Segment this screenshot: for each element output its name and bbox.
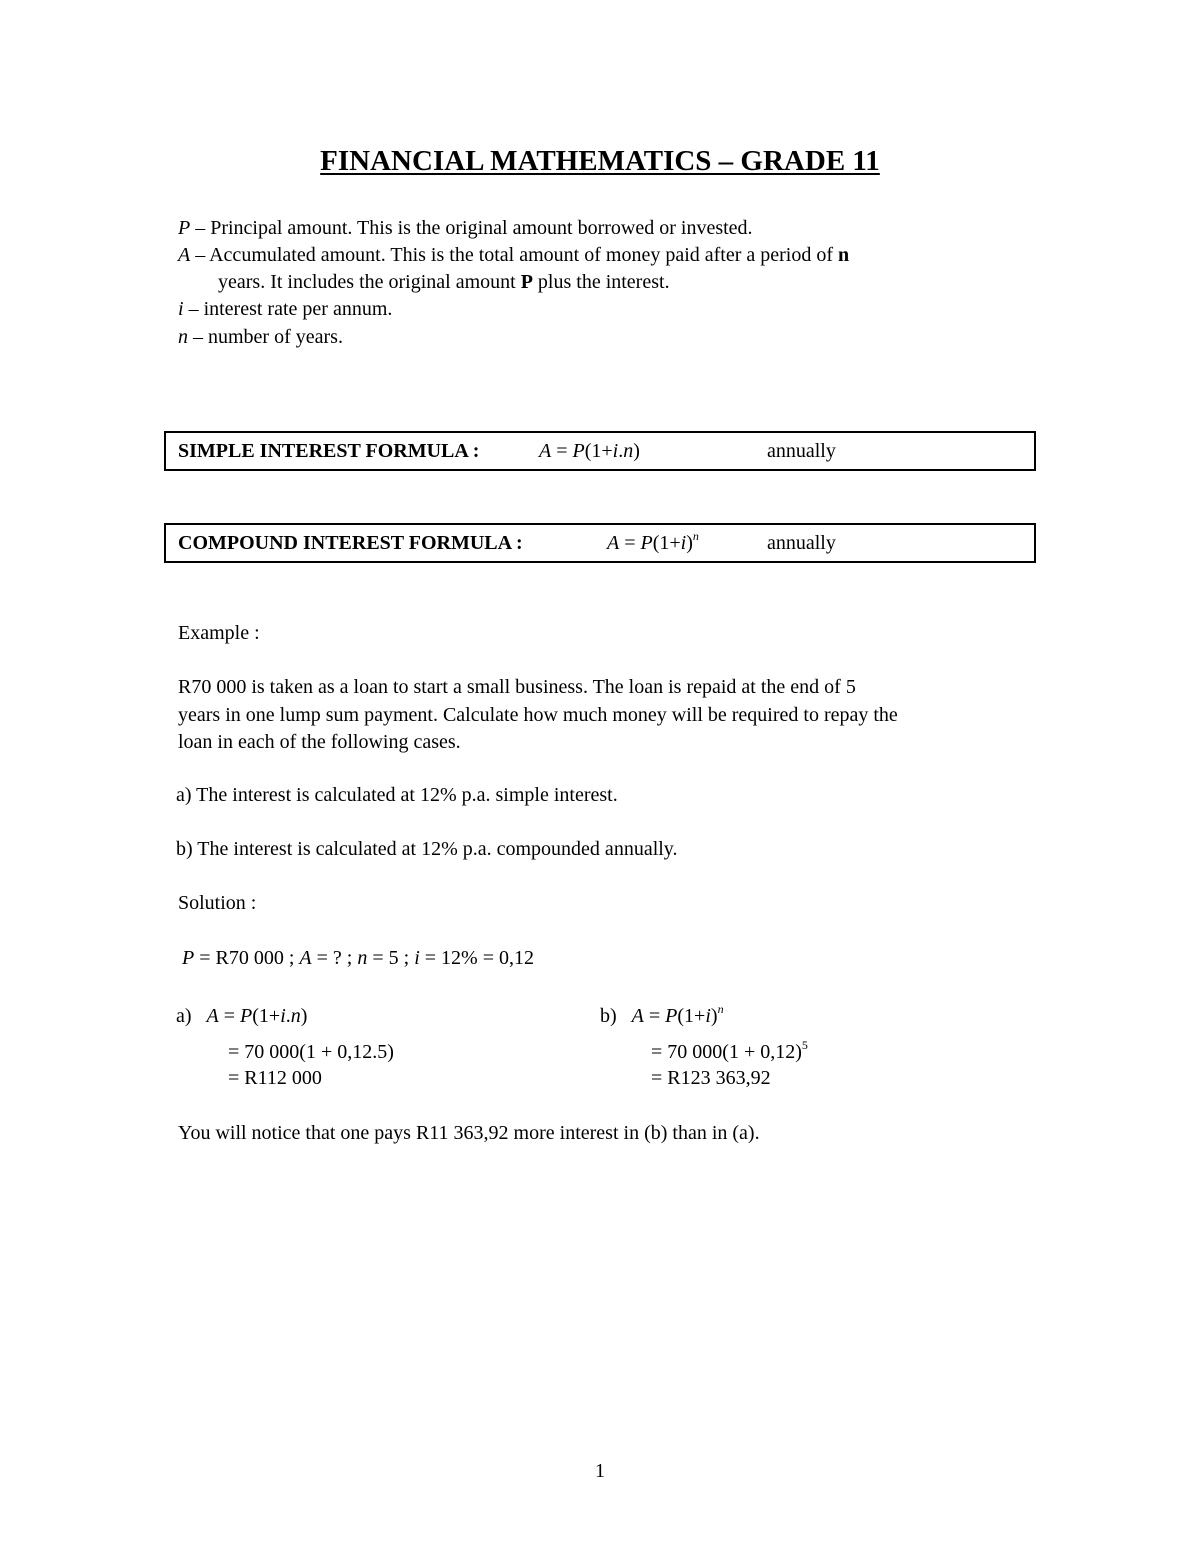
simple-interest-formula-box (164, 431, 1036, 471)
bold-p: P (520, 271, 533, 293)
solution-b-step-2: = R123 363,92 (651, 1067, 771, 1089)
problem-line-1: R70 000 is taken as a loan to start a small business. The loan is repaid at the end of 5 (178, 676, 856, 698)
conclusion: You will notice that one pays R11 363,92 more interest in (b) than in (a). (178, 1122, 760, 1144)
symbol-a: A (178, 244, 191, 266)
definition-principal (178, 218, 753, 238)
case-b: b) The interest is calculated at 12% p.a. compounded annually. (176, 838, 678, 860)
compound-interest-label: COMPOUND INTEREST FORMULA : (178, 532, 523, 554)
symbol-i: i (178, 298, 184, 320)
solution-a-formula: a) A = P(1+i.n) (176, 1005, 308, 1027)
simple-interest-label: SIMPLE INTEREST FORMULA : (178, 440, 480, 462)
symbol-p: P (178, 217, 191, 239)
problem-line-2: years in one lump sum payment. Calculate how much money will be required to repay the (178, 704, 898, 726)
page-number: 1 (595, 1460, 605, 1482)
solution-a-step-1: = 70 000(1 + 0,12.5) (228, 1041, 394, 1063)
solution-a-step-2: = R112 000 (228, 1067, 322, 1089)
bold-n: n (838, 244, 850, 266)
simple-interest-formula: A = P(1+i.n) (539, 440, 640, 462)
compound-interest-period: annually (767, 532, 836, 554)
solution-b-step-1: = 70 $000(1 + 0,12)^5$ (651, 1038, 808, 1063)
simple-interest-period: annually (767, 440, 836, 462)
definition-years (178, 327, 343, 347)
givens-line: P = R70 000 ; A = ? ; n = 5 ; i = 12% = 0,12 (182, 947, 534, 969)
definition-text: – Accumulated amount. This is the total amount of money paid after a period of (190, 244, 839, 266)
definition-interest-rate (178, 299, 392, 319)
problem-line-3: loan in each of the following cases. (178, 731, 461, 753)
definition-text: – Principal amount. This is the original amount borrowed or invested. (190, 217, 753, 239)
page-title: FINANCIAL MATHEMATICS – GRADE 11 (320, 145, 880, 177)
definition-accumulated (178, 245, 849, 265)
definition-text: – number of years. (188, 326, 343, 348)
solution-heading: Solution : (178, 892, 257, 914)
compound-interest-formula-box (164, 523, 1036, 563)
compound-interest-formula: $A = P(1+i)^n$ (607, 529, 699, 554)
case-a: a) The interest is calculated at 12% p.a. simple interest. (176, 784, 618, 806)
definition-text: – interest rate per annum. (183, 298, 393, 320)
symbol-n: n (178, 326, 188, 348)
example-heading: Example : (178, 622, 260, 644)
solution-b-formula: b) $A = P(1+i)^n$ (600, 1002, 724, 1027)
definition-accumulated-continued: years. It includes the original amount P plus the interest. (218, 271, 670, 293)
